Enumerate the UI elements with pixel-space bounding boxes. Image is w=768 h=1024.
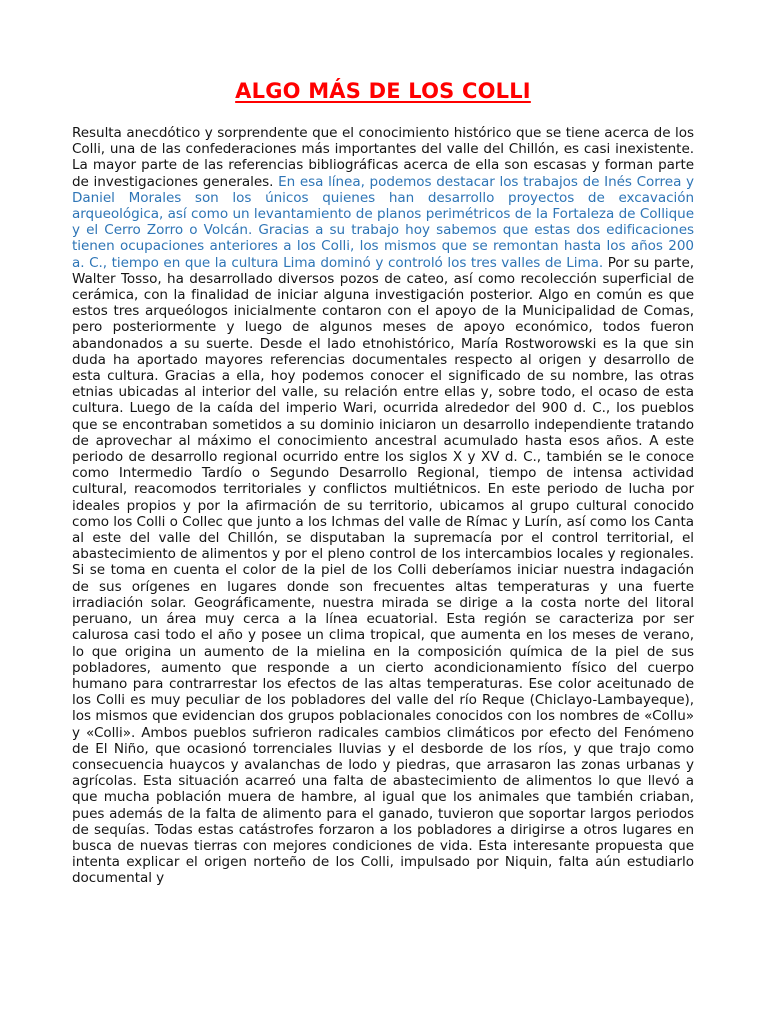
paragraph-intro-text: Resulta anecdótico y sorprendente que el conocimiento histórico que se tiene acerca de los Colli, una de las confederaciones más importantes del valle del Chillón, es casi inexistente. La mayor parte de las referencias bibliográficas acerca de ella son escasas y forman parte de investigaciones generales. xyxy=(72,125,694,190)
highlighted-text: En esa línea, podemos destacar los trabajos de Inés Correa y Daniel Morales son los únicos quienes han desarrollo proyectos de excavación arqueológica, así como un levantamiento de planos perimétricos de la Fortaleza de Collique y el Cerro Zorro o Volcán. Gracias a su trabajo hoy sabemos que estas dos edificaciones tienen ocupaciones anteriores a los Colli, los mismos que se remontan hasta los años 200 a. C., tiempo en que la cultura Lima dominó y controló los tres valles de Lima. xyxy=(72,173,694,271)
body-paragraph xyxy=(72,125,694,887)
paragraph-continuation-text: Por su parte, Walter Tosso, ha desarrollado diversos pozos de cateo, así como recolección superficial de cerámica, con la finalidad de iniciar alguna investigación posterior. Algo en común es que estos tres arqueólogos inicialmente contaron con el apoyo de la Municipalidad de Comas, pero posteriormente y luego de algunos meses de apoyo económico, todos fueron abandonados a su suerte. Desde el lado etnohistórico, María Rostworowski es la que sin duda ha aportado mayores referencias documentales respecto al origen y desarrollo de esta cultura. Gracias a ella, hoy podemos conocer el significado de su nombre, las otras etnias ubicadas al interior del valle, su relación entre ellas y, sobre todo, el ocaso de esta cultura. Luego de la caída del imperio Wari, ocurrida alrededor del 900 d. C., los pueblos que se encontraban sometidos a su dominio iniciaron un desarrollo independiente tratando de aprovechar al máximo el conocimiento ancestral acumulado hasta esos años. A este periodo de desarrollo regional ocurrido entre los siglos X y XV d. C., también se le conoce como Intermedio Tardío o Segundo Desarrollo Regional, tiempo de intensa actividad cultural, reacomodos territoriales y conflictos multiétnicos. En este periodo de lucha por ideales propios y por la afirmación de su territorio, ubicamos al grupo cultural conocido como los Colli o Collec que junto a los Ichmas del valle de Rímac y Lurín, así como los Canta al este del valle del Chillón, se disputaban la supremacía por el control territorial, el abastecimiento de alimentos y por el pleno control de los intercambios locales y regionales. Si se toma en cuenta el color de la piel de los Colli deberíamos iniciar nuestra indagación de sus orígenes en lugares donde son frecuentes altas temperaturas y una fuerte irradiación solar. Geográficamente, nuestra mirada se dirige a la costa norte del litoral peruano, un área muy cerca a la línea ecuatorial. Esta región se caracteriza por ser calurosa casi todo el año y posee un clima tropical, que aumenta en los meses de verano, lo que origina un aumento de la mielina en la composición química de la piel de sus pobladores, aumento que responde a un cierto acondicionamiento físico del cuerpo humano para contrarrestar los efectos de las altas temperaturas. Ese color aceitunado de los Colli es muy peculiar de los pobladores del valle del río Reque (Chiclayo-Lambayeque), los mismos que evidencian dos grupos poblacionales conocidos con los nombres de «Collu» y «Colli». Ambos pueblos sufrieron radicales cambios climáticos por efecto del Fenómeno de El Niño, que ocasionó torrenciales lluvias y el desborde de los ríos, y que trajo como consecuencia huaycos y avalanchas de lodo y piedras, que arrasaron las zonas urbanas y agrícolas. Esta situación acarreó una falta de abastecimiento de alimentos lo que llevó a que mucha población muera de hambre, al igual que los animales que también criaban, pues además de la falta de alimento para el ganado, tuvieron que soportar largos periodos de sequías. Todas estas catástrofes forzaron a los pobladores a dirigirse a otros lugares en busca de nuevas tierras con mejores condiciones de vida. Esta interesante propuesta que intenta explicar el origen norteño de los Colli, impulsado por Niquin, falta aún estudiarlo documental y xyxy=(72,254,694,887)
page-title: ALGO MÁS DE LOS COLLI xyxy=(235,79,531,103)
